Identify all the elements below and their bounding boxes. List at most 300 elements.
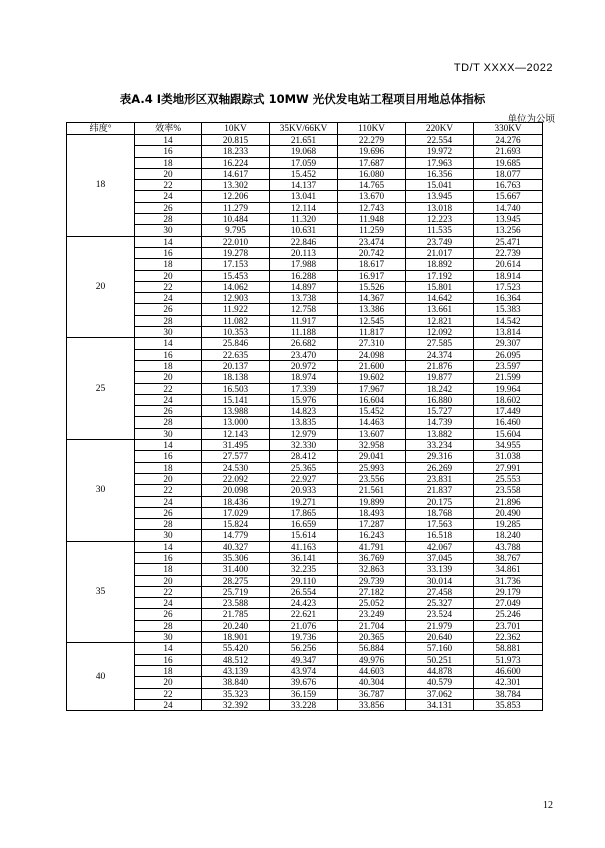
value-cell: 21.017	[406, 247, 474, 258]
value-cell: 11.922	[202, 304, 270, 315]
value-cell: 17.563	[406, 519, 474, 530]
value-cell: 22.739	[474, 247, 543, 258]
value-cell: 44.878	[406, 665, 474, 676]
value-cell: 46.600	[474, 665, 543, 676]
value-cell: 28.412	[270, 451, 338, 462]
table-row	[67, 609, 543, 620]
page-number: 12	[543, 800, 553, 811]
value-cell: 14.367	[338, 293, 406, 304]
value-cell: 25.246	[474, 609, 543, 620]
table-row	[67, 485, 543, 496]
value-cell: 16.460	[474, 417, 543, 428]
value-cell: 15.727	[406, 406, 474, 417]
efficiency-cell: 18	[135, 360, 202, 371]
table-row	[67, 349, 543, 360]
value-cell: 33.856	[338, 699, 406, 710]
value-cell: 25.327	[406, 598, 474, 609]
value-cell: 20.640	[406, 632, 474, 643]
efficiency-cell: 24	[135, 191, 202, 202]
value-cell: 11.259	[338, 225, 406, 236]
value-cell: 38.784	[474, 688, 543, 699]
value-cell: 27.049	[474, 598, 543, 609]
value-cell: 37.062	[406, 688, 474, 699]
value-cell: 27.458	[406, 586, 474, 597]
table-row	[67, 417, 543, 428]
value-cell: 15.452	[270, 168, 338, 179]
efficiency-cell: 22	[135, 586, 202, 597]
table-row	[67, 270, 543, 281]
value-cell: 29.179	[474, 586, 543, 597]
value-cell: 21.896	[474, 496, 543, 507]
value-cell: 20.742	[338, 247, 406, 258]
value-cell: 12.903	[202, 293, 270, 304]
value-cell: 13.661	[406, 304, 474, 315]
value-cell: 14.617	[202, 168, 270, 179]
value-cell: 27.577	[202, 451, 270, 462]
efficiency-cell: 16	[135, 349, 202, 360]
efficiency-cell: 24	[135, 598, 202, 609]
value-cell: 18.493	[338, 507, 406, 518]
value-cell: 31.736	[474, 575, 543, 586]
value-cell: 41.163	[270, 541, 338, 552]
value-cell: 20.614	[474, 259, 543, 270]
value-cell: 15.452	[338, 406, 406, 417]
value-cell: 16.604	[338, 394, 406, 405]
header-220kv: 220KV	[406, 123, 474, 135]
value-cell: 18.892	[406, 259, 474, 270]
value-cell: 14.897	[270, 281, 338, 292]
value-cell: 21.651	[270, 135, 338, 146]
efficiency-cell: 24	[135, 699, 202, 710]
efficiency-cell: 22	[135, 180, 202, 191]
table-row	[67, 462, 543, 473]
value-cell: 17.963	[406, 157, 474, 168]
value-cell: 13.945	[474, 214, 543, 225]
value-cell: 44.603	[338, 665, 406, 676]
value-cell: 27.182	[338, 586, 406, 597]
header-efficiency: 效率%	[135, 123, 202, 135]
efficiency-cell: 18	[135, 259, 202, 270]
value-cell: 29.041	[338, 451, 406, 462]
value-cell: 35.853	[474, 699, 543, 710]
value-cell: 31.400	[202, 564, 270, 575]
value-cell: 25.846	[202, 338, 270, 349]
table-row	[67, 632, 543, 643]
table-row	[67, 394, 543, 405]
efficiency-cell: 16	[135, 552, 202, 563]
efficiency-cell: 28	[135, 519, 202, 530]
value-cell: 34.861	[474, 564, 543, 575]
efficiency-cell: 28	[135, 214, 202, 225]
value-cell: 14.642	[406, 293, 474, 304]
value-cell: 40.304	[338, 677, 406, 688]
value-cell: 23.470	[270, 349, 338, 360]
value-cell: 14.779	[202, 530, 270, 541]
value-cell: 50.251	[406, 654, 474, 665]
value-cell: 24.530	[202, 462, 270, 473]
header-110kv: 110KV	[338, 123, 406, 135]
value-cell: 17.153	[202, 259, 270, 270]
table-row	[67, 315, 543, 326]
efficiency-cell: 16	[135, 654, 202, 665]
value-cell: 19.899	[338, 496, 406, 507]
efficiency-cell: 26	[135, 507, 202, 518]
value-cell: 14.542	[474, 315, 543, 326]
value-cell: 15.526	[338, 281, 406, 292]
value-cell: 24.276	[474, 135, 543, 146]
value-cell: 23.524	[406, 609, 474, 620]
efficiency-cell: 14	[135, 135, 202, 146]
latitude-cell: 40	[67, 643, 135, 711]
efficiency-cell: 18	[135, 564, 202, 575]
value-cell: 13.018	[406, 202, 474, 213]
value-cell: 13.835	[270, 417, 338, 428]
efficiency-cell: 24	[135, 293, 202, 304]
value-cell: 51.973	[474, 654, 543, 665]
value-cell: 15.614	[270, 530, 338, 541]
value-cell: 14.740	[474, 202, 543, 213]
efficiency-cell: 30	[135, 428, 202, 439]
value-cell: 13.882	[406, 428, 474, 439]
value-cell: 19.696	[338, 146, 406, 157]
value-cell: 18.233	[202, 146, 270, 157]
value-cell: 21.561	[338, 485, 406, 496]
value-cell: 23.474	[338, 236, 406, 247]
value-cell: 25.365	[270, 462, 338, 473]
value-cell: 25.719	[202, 586, 270, 597]
land-index-table	[66, 122, 543, 711]
value-cell: 19.972	[406, 146, 474, 157]
value-cell: 33.234	[406, 440, 474, 451]
value-cell: 13.814	[474, 327, 543, 338]
value-cell: 22.279	[338, 135, 406, 146]
value-cell: 12.092	[406, 327, 474, 338]
efficiency-cell: 14	[135, 643, 202, 654]
value-cell: 10.353	[202, 327, 270, 338]
value-cell: 23.558	[474, 485, 543, 496]
value-cell: 21.785	[202, 609, 270, 620]
value-cell: 17.029	[202, 507, 270, 518]
value-cell: 13.670	[338, 191, 406, 202]
document-code: TD/T XXXX—2022	[453, 62, 553, 74]
value-cell: 15.976	[270, 394, 338, 405]
value-cell: 13.302	[202, 180, 270, 191]
table-row	[67, 496, 543, 507]
value-cell: 33.228	[270, 699, 338, 710]
value-cell: 32.235	[270, 564, 338, 575]
table-row	[67, 327, 543, 338]
value-cell: 23.749	[406, 236, 474, 247]
value-cell: 11.279	[202, 202, 270, 213]
latitude-cell: 18	[67, 135, 135, 237]
value-cell: 14.463	[338, 417, 406, 428]
value-cell: 18.768	[406, 507, 474, 518]
value-cell: 16.364	[474, 293, 543, 304]
value-cell: 23.249	[338, 609, 406, 620]
value-cell: 21.076	[270, 620, 338, 631]
table-row	[67, 575, 543, 586]
value-cell: 16.659	[270, 519, 338, 530]
table-row	[67, 586, 543, 597]
value-cell: 18.240	[474, 530, 543, 541]
value-cell: 49.347	[270, 654, 338, 665]
value-cell: 16.503	[202, 383, 270, 394]
value-cell: 19.685	[474, 157, 543, 168]
value-cell: 12.821	[406, 315, 474, 326]
value-cell: 23.701	[474, 620, 543, 631]
table-row	[67, 620, 543, 631]
table-row	[67, 146, 543, 157]
value-cell: 35.323	[202, 688, 270, 699]
value-cell: 26.682	[270, 338, 338, 349]
value-cell: 33.139	[406, 564, 474, 575]
value-cell: 12.979	[270, 428, 338, 439]
value-cell: 27.585	[406, 338, 474, 349]
value-cell: 13.738	[270, 293, 338, 304]
table-row	[67, 236, 543, 247]
value-cell: 19.736	[270, 632, 338, 643]
value-cell: 17.988	[270, 259, 338, 270]
value-cell: 11.917	[270, 315, 338, 326]
value-cell: 16.288	[270, 270, 338, 281]
value-cell: 16.763	[474, 180, 543, 191]
value-cell: 56.884	[338, 643, 406, 654]
value-cell: 12.114	[270, 202, 338, 213]
value-cell: 15.604	[474, 428, 543, 439]
value-cell: 11.535	[406, 225, 474, 236]
value-cell: 18.436	[202, 496, 270, 507]
efficiency-cell: 16	[135, 451, 202, 462]
table-row	[67, 191, 543, 202]
value-cell: 19.271	[270, 496, 338, 507]
value-cell: 12.743	[338, 202, 406, 213]
table-row	[67, 699, 543, 710]
value-cell: 9.795	[202, 225, 270, 236]
value-cell: 20.175	[406, 496, 474, 507]
value-cell: 22.092	[202, 473, 270, 484]
value-cell: 15.667	[474, 191, 543, 202]
value-cell: 32.863	[338, 564, 406, 575]
value-cell: 17.059	[270, 157, 338, 168]
value-cell: 16.243	[338, 530, 406, 541]
value-cell: 15.453	[202, 270, 270, 281]
efficiency-cell: 14	[135, 236, 202, 247]
value-cell: 31.495	[202, 440, 270, 451]
value-cell: 14.739	[406, 417, 474, 428]
value-cell: 19.964	[474, 383, 543, 394]
value-cell: 18.617	[338, 259, 406, 270]
value-cell: 17.687	[338, 157, 406, 168]
value-cell: 13.386	[338, 304, 406, 315]
value-cell: 21.600	[338, 360, 406, 371]
value-cell: 38.840	[202, 677, 270, 688]
efficiency-cell: 14	[135, 541, 202, 552]
efficiency-cell: 30	[135, 327, 202, 338]
value-cell: 16.880	[406, 394, 474, 405]
value-cell: 13.607	[338, 428, 406, 439]
efficiency-cell: 18	[135, 462, 202, 473]
value-cell: 42.301	[474, 677, 543, 688]
value-cell: 18.077	[474, 168, 543, 179]
latitude-cell: 20	[67, 236, 135, 338]
value-cell: 17.449	[474, 406, 543, 417]
value-cell: 24.423	[270, 598, 338, 609]
efficiency-cell: 22	[135, 485, 202, 496]
efficiency-cell: 26	[135, 406, 202, 417]
latitude-cell: 25	[67, 338, 135, 440]
value-cell: 23.831	[406, 473, 474, 484]
value-cell: 17.865	[270, 507, 338, 518]
value-cell: 21.693	[474, 146, 543, 157]
value-cell: 36.141	[270, 552, 338, 563]
efficiency-cell: 20	[135, 372, 202, 383]
value-cell: 20.933	[270, 485, 338, 496]
value-cell: 22.927	[270, 473, 338, 484]
value-cell: 32.330	[270, 440, 338, 451]
value-cell: 17.523	[474, 281, 543, 292]
value-cell: 58.881	[474, 643, 543, 654]
value-cell: 20.113	[270, 247, 338, 258]
value-cell: 13.000	[202, 417, 270, 428]
value-cell: 18.974	[270, 372, 338, 383]
efficiency-cell: 26	[135, 304, 202, 315]
value-cell: 12.143	[202, 428, 270, 439]
table-row	[67, 372, 543, 383]
table-row	[67, 180, 543, 191]
value-cell: 22.621	[270, 609, 338, 620]
unit-label: 单位为公顷	[507, 114, 555, 125]
table-row	[67, 541, 543, 552]
value-cell: 21.979	[406, 620, 474, 631]
efficiency-cell: 26	[135, 609, 202, 620]
value-cell: 29.307	[474, 338, 543, 349]
value-cell: 13.041	[270, 191, 338, 202]
value-cell: 14.062	[202, 281, 270, 292]
table-row	[67, 677, 543, 688]
value-cell: 20.137	[202, 360, 270, 371]
efficiency-cell: 20	[135, 473, 202, 484]
value-cell: 31.038	[474, 451, 543, 462]
value-cell: 20.365	[338, 632, 406, 643]
table-row	[67, 643, 543, 654]
value-cell: 22.635	[202, 349, 270, 360]
table-row	[67, 598, 543, 609]
value-cell: 17.287	[338, 519, 406, 530]
header-10kv: 10KV	[202, 123, 270, 135]
table-row	[67, 135, 543, 146]
value-cell: 39.676	[270, 677, 338, 688]
efficiency-cell: 24	[135, 394, 202, 405]
value-cell: 14.765	[338, 180, 406, 191]
value-cell: 12.758	[270, 304, 338, 315]
value-cell: 57.160	[406, 643, 474, 654]
value-cell: 20.972	[270, 360, 338, 371]
table-title: 表A.4 Ⅰ类地形区双轴跟踪式 10MW 光伏发电站工程项目用地总体指标	[119, 92, 486, 106]
value-cell: 36.159	[270, 688, 338, 699]
header-latitude: 纬度°	[67, 123, 135, 135]
efficiency-cell: 18	[135, 665, 202, 676]
value-cell: 11.948	[338, 214, 406, 225]
efficiency-cell: 16	[135, 146, 202, 157]
efficiency-cell: 22	[135, 281, 202, 292]
value-cell: 22.846	[270, 236, 338, 247]
value-cell: 13.256	[474, 225, 543, 236]
table-row	[67, 157, 543, 168]
value-cell: 15.383	[474, 304, 543, 315]
value-cell: 12.545	[338, 315, 406, 326]
value-cell: 18.242	[406, 383, 474, 394]
table-row	[67, 552, 543, 563]
value-cell: 15.801	[406, 281, 474, 292]
latitude-cell: 30	[67, 440, 135, 542]
table-row	[67, 428, 543, 439]
value-cell: 15.041	[406, 180, 474, 191]
latitude-cell: 35	[67, 541, 135, 643]
value-cell: 25.052	[338, 598, 406, 609]
value-cell: 15.141	[202, 394, 270, 405]
table-row	[67, 247, 543, 258]
value-cell: 19.602	[338, 372, 406, 383]
value-cell: 11.320	[270, 214, 338, 225]
value-cell: 22.362	[474, 632, 543, 643]
value-cell: 17.967	[338, 383, 406, 394]
value-cell: 35.306	[202, 552, 270, 563]
value-cell: 19.068	[270, 146, 338, 157]
value-cell: 21.599	[474, 372, 543, 383]
value-cell: 10.631	[270, 225, 338, 236]
efficiency-cell: 16	[135, 247, 202, 258]
value-cell: 26.554	[270, 586, 338, 597]
value-cell: 17.339	[270, 383, 338, 394]
table-row	[67, 214, 543, 225]
efficiency-cell: 14	[135, 338, 202, 349]
value-cell: 43.788	[474, 541, 543, 552]
value-cell: 14.137	[270, 180, 338, 191]
value-cell: 16.356	[406, 168, 474, 179]
value-cell: 18.901	[202, 632, 270, 643]
value-cell: 25.993	[338, 462, 406, 473]
value-cell: 30.014	[406, 575, 474, 586]
value-cell: 24.098	[338, 349, 406, 360]
table-row	[67, 665, 543, 676]
efficiency-cell: 20	[135, 270, 202, 281]
efficiency-cell: 30	[135, 530, 202, 541]
efficiency-cell: 26	[135, 202, 202, 213]
value-cell: 26.095	[474, 349, 543, 360]
table-row	[67, 440, 543, 451]
value-cell: 36.769	[338, 552, 406, 563]
header-35-66kv: 35KV/66KV	[270, 123, 338, 135]
efficiency-cell: 22	[135, 688, 202, 699]
value-cell: 40.579	[406, 677, 474, 688]
value-cell: 20.815	[202, 135, 270, 146]
table-row	[67, 451, 543, 462]
table-row	[67, 293, 543, 304]
value-cell: 43.139	[202, 665, 270, 676]
value-cell: 16.518	[406, 530, 474, 541]
value-cell: 23.556	[338, 473, 406, 484]
table-row	[67, 338, 543, 349]
value-cell: 40.327	[202, 541, 270, 552]
efficiency-cell: 28	[135, 620, 202, 631]
efficiency-cell: 28	[135, 315, 202, 326]
efficiency-cell: 22	[135, 383, 202, 394]
value-cell: 20.490	[474, 507, 543, 518]
value-cell: 22.554	[406, 135, 474, 146]
value-cell: 21.704	[338, 620, 406, 631]
value-cell: 27.991	[474, 462, 543, 473]
value-cell: 42.067	[406, 541, 474, 552]
